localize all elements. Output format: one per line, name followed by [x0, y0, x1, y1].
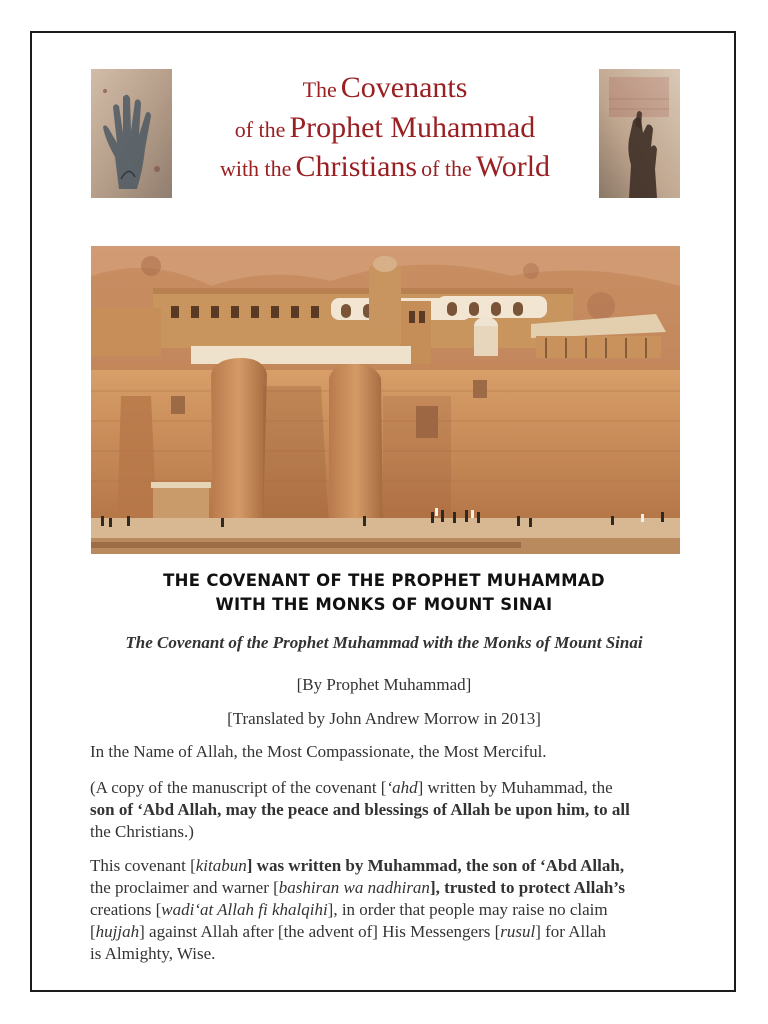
p3-text-b: ] was written by Muhammad, the son of ‘Abd Allah,	[246, 856, 625, 875]
heading-line-1: THE COVENANT OF THE PROPHET MUHAMMAD	[163, 571, 605, 590]
translation-credit: [Translated by John Andrew Morrow in 2013]	[227, 709, 541, 728]
byline: [By Prophet Muhammad]	[296, 675, 472, 694]
p3-line-1	[90, 855, 680, 877]
paragraph-manuscript-note	[90, 777, 680, 843]
monastery-fortress-photo	[91, 246, 680, 554]
p2-text-c: son of ‘Abd Allah, may the peace and blessings of Allah be upon him, to all	[90, 800, 630, 819]
term-rusul: rusul	[500, 922, 536, 941]
term-bashiran: bashiran wa nadhiran	[278, 878, 430, 897]
banner-of-the: of the	[234, 117, 286, 142]
p3-text-e: creations [	[90, 900, 162, 919]
banner-christians: Christians	[295, 150, 418, 183]
paragraph-covenant-body	[90, 855, 680, 965]
p3-text-f: ], in order that people may raise no claim	[327, 900, 608, 919]
document-subtitle: The Covenant of the Prophet Muhammad with the Monks of Mount Sinai	[125, 633, 643, 652]
banner-prophet-muhammad: Prophet Muhammad	[289, 111, 536, 144]
heading-line-2: WITH THE MONKS OF MOUNT SINAI	[215, 595, 553, 614]
p3-text-c: the proclaimer and warner [	[90, 878, 279, 897]
banner-line-2	[180, 113, 590, 143]
banner-line-3	[180, 152, 590, 182]
p3-line-2	[90, 877, 680, 899]
p3-text-d: ], trusted to protect Allah’s	[429, 878, 625, 897]
banner-covenants: Covenants	[340, 71, 468, 104]
p2-text-b: ] written by Muhammad, the	[417, 778, 613, 797]
banner-the: The	[302, 77, 337, 102]
p2-text-a: (A copy of the manuscript of the covenant [	[90, 778, 387, 797]
p3-text-h: ] against Allah after [the advent of] His Messengers [	[139, 922, 501, 941]
p3-line-4	[90, 921, 680, 943]
term-ahd: ‘ahd	[386, 778, 418, 797]
banner-line-1	[180, 73, 590, 103]
p2-line-1	[90, 777, 680, 799]
banner-of-the-2: of the	[421, 156, 472, 181]
p3-text-g: [	[90, 922, 96, 941]
p3-text-a: This covenant [	[90, 856, 196, 875]
open-hand-icon	[91, 69, 172, 198]
banner-with-the: with the	[219, 156, 292, 181]
p3-text-j: is Almighty, Wise.	[90, 944, 216, 963]
p3-text-i: ] for Allah	[535, 922, 607, 941]
banner-world: World	[475, 150, 551, 183]
p3-line-3	[90, 899, 680, 921]
term-hujjah: hujjah	[95, 922, 140, 941]
term-wadiat: wadi‘at Allah fi khalqihi	[161, 900, 328, 919]
term-kitabun: kitabun	[195, 856, 247, 875]
paragraph-invocation: In the Name of Allah, the Most Compassionate, the Most Merciful.	[90, 742, 547, 761]
p2-text-d: the Christians.)	[90, 822, 194, 841]
raised-hand-icon	[599, 69, 680, 198]
